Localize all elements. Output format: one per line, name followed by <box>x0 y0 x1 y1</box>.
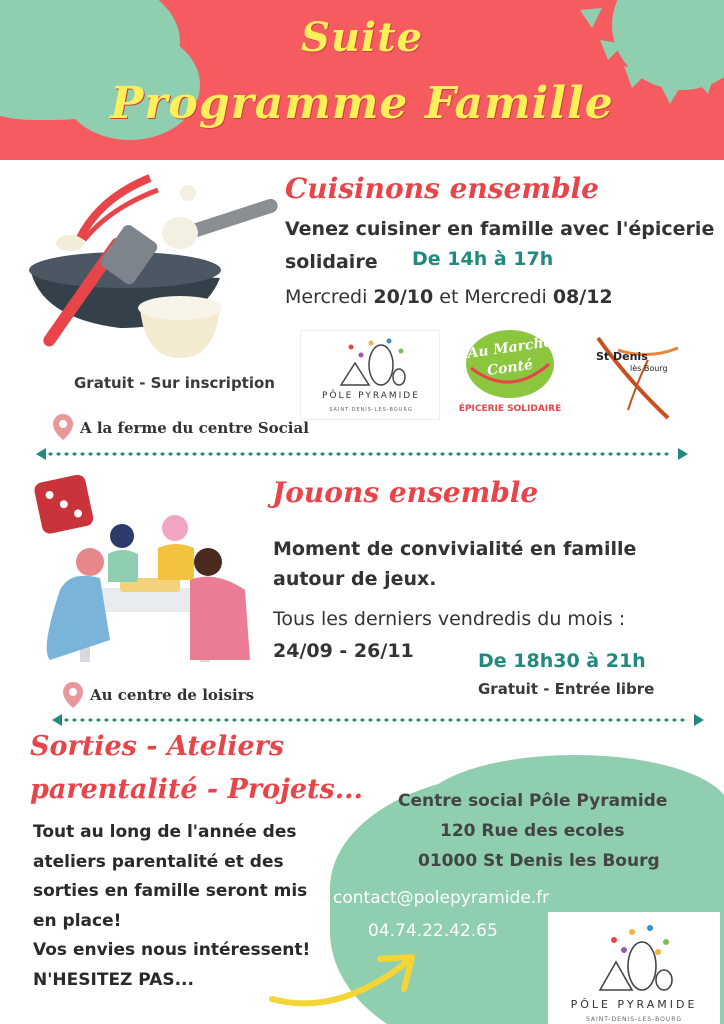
outings-title-line-2: parentalité - Projets... <box>30 774 363 805</box>
outings-text-line: Tout au long de l'année des <box>33 822 297 842</box>
games-location: Au centre de loisirs <box>90 686 255 704</box>
pole-pyramide-footer-logo <box>548 912 720 1024</box>
st-denis-line-2: lès Bourg <box>630 364 668 373</box>
outings-text-line: sorties en famille seront mis <box>33 881 308 901</box>
cooking-dates-prefix: Mercredi <box>285 286 374 308</box>
cooking-dates <box>285 286 613 308</box>
title-line-1: Suite <box>300 14 424 61</box>
st-denis-les-bourg-logo <box>588 330 688 422</box>
au-marche-conte-logo <box>455 328 565 420</box>
location-pin-icon <box>62 680 84 710</box>
dotted-divider-1 <box>36 448 688 460</box>
dotted-divider-2 <box>52 714 704 726</box>
cooking-pan-illustration <box>10 168 280 373</box>
cooking-location: A la ferme du centre Social <box>80 419 309 437</box>
games-price: Gratuit - Entrée libre <box>478 680 655 698</box>
games-description-line-2: autour de jeux. <box>273 568 437 590</box>
contact-phone[interactable]: 04.74.22.42.65 <box>368 921 498 941</box>
cooking-description-line-2: solidaire <box>285 251 378 273</box>
outings-title-line-1: Sorties - Ateliers <box>30 731 285 762</box>
cooking-description-line-1: Venez cuisiner en famille avec l'épicerie <box>285 218 715 240</box>
cooking-date-1: 20/10 <box>373 286 434 308</box>
au-marche-conte-line-2: Conté <box>486 356 534 380</box>
contact-address-line-2: 01000 St Denis les Bourg <box>418 851 660 871</box>
games-time: De 18h30 à 21h <box>478 650 646 672</box>
outings-text-line: N'HESITEZ PAS... <box>33 969 194 990</box>
pole-pyramide-logo-sub: SAINT-DENIS-LES-BOURG <box>329 407 413 413</box>
au-marche-conte-sub: ÉPICERIE SOLIDAIRE <box>458 404 562 414</box>
contact-address-line-1: 120 Rue des ecoles <box>440 821 625 841</box>
pole-pyramide-logo-name: PÔLE PYRAMIDE <box>322 391 420 401</box>
outings-text-line: Vos envies nous intéressent! <box>33 940 311 960</box>
au-marche-conte-line-1: Au Marché <box>466 334 554 362</box>
games-description-line-1: Moment de convivialité en famille <box>273 538 637 560</box>
games-dates-line-1: Tous les derniers vendredis du mois : <box>273 608 626 630</box>
outings-text-line: ateliers parentalité et des <box>33 851 284 872</box>
pole-pyramide-logo <box>300 330 440 420</box>
yellow-arrow-icon <box>268 945 428 1015</box>
title-line-2: Programme Famille <box>110 78 614 129</box>
cooking-date-2: 08/12 <box>552 286 613 308</box>
games-dates-line-2: 24/09 - 26/11 <box>273 640 414 662</box>
location-pin-icon <box>52 412 74 442</box>
header-banner <box>0 0 724 160</box>
footer-logo-name: PÔLE PYRAMIDE <box>570 998 698 1011</box>
cooking-time: De 14h à 17h <box>412 248 554 270</box>
contact-center-name: Centre social Pôle Pyramide <box>398 791 668 811</box>
cooking-dates-mid: et Mercredi <box>433 286 553 308</box>
cooking-section-title: Cuisinons ensemble <box>285 172 599 205</box>
contact-email[interactable]: contact@polepyramide.fr <box>333 888 550 908</box>
st-denis-line-1: St Denis <box>596 350 648 363</box>
st-denis-swoosh-icon <box>588 330 688 422</box>
games-section-title: Jouons ensemble <box>272 476 539 509</box>
cooking-price: Gratuit - Sur inscription <box>74 374 275 392</box>
pyramid-characters-icon <box>331 337 411 389</box>
outings-text-line: en place! <box>33 910 122 931</box>
family-game-illustration <box>30 470 270 675</box>
pyramid-characters-icon <box>594 922 678 994</box>
footer-logo-sub: SAINT-DENIS-LES-BOURG <box>585 1016 683 1023</box>
